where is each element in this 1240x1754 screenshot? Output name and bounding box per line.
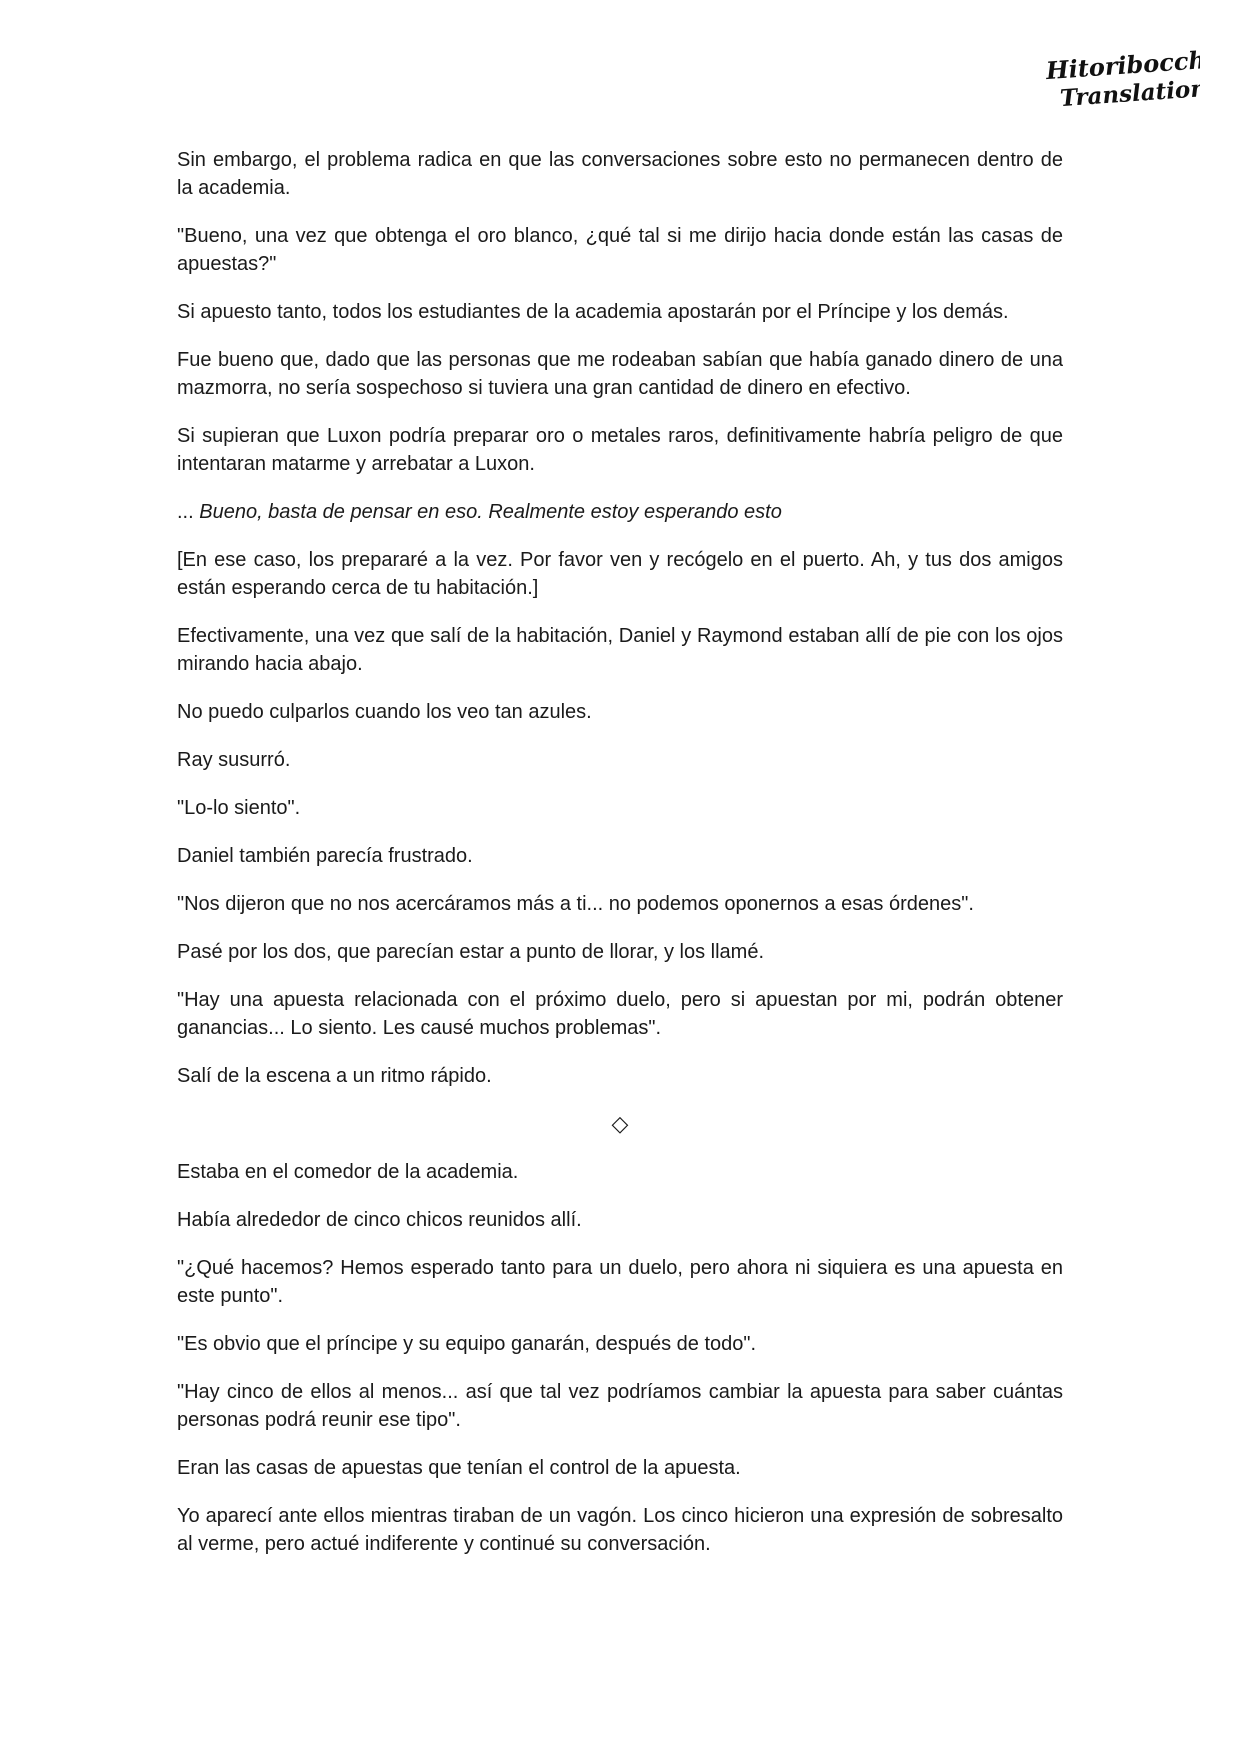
paragraph-thought (177, 498, 1063, 526)
paragraph: Ray susurró. (177, 749, 291, 771)
logo-line-2: Translation (1059, 74, 1200, 112)
paragraph: "Nos dijeron que no nos acercáramos más a ti... no podemos oponernos a esas órdenes". (177, 893, 974, 915)
paragraph: Eran las casas de apuestas que tenían el control de la apuesta. (177, 1457, 741, 1479)
paragraph: Si apuesto tanto, todos los estudiantes de la academia apostarán por el Príncipe y los demás. (177, 301, 1009, 323)
paragraph: Yo aparecí ante ellos mientras tiraban de un vagón. Los cinco hicieron una expresión de sobresalto al verme, pero actué indiferente y continué su conversación. (177, 1505, 1063, 1555)
paragraph: Sin embargo, el problema radica en que las conversaciones sobre esto no permanecen dentro de la academia. (177, 149, 1063, 199)
paragraph: "Hay una apuesta relacionada con el próximo duelo, pero si apuestan por mi, podrán obtener ganancias... Lo siento. Les causé muchos problemas". (177, 989, 1063, 1039)
paragraph: Había alrededor de cinco chicos reunidos allí. (177, 1209, 582, 1231)
scene-break-diamond: ◇ (611, 1111, 629, 1136)
paragraph: Pasé por los dos, que parecían estar a punto de llorar, y los llamé. (177, 941, 765, 963)
paragraph: Efectivamente, una vez que salí de la habitación, Daniel y Raymond estaban allí de pie con los ojos mirando hacia abajo. (177, 625, 1063, 675)
ellipsis-lead: ... (177, 501, 200, 523)
paragraph: "Hay cinco de ellos al menos... así que tal vez podríamos cambiar la apuesta para saber cuántas personas podrá reunir ese tipo". (177, 1381, 1063, 1431)
paragraph: Fue bueno que, dado que las personas que me rodeaban sabían que había ganado dinero de una mazmorra, no sería sospechoso si tuviera una gran cantidad de dinero en efectivo. (177, 349, 1063, 399)
translator-logo (1040, 48, 1200, 112)
logo-graphic (1040, 48, 1200, 112)
paragraph: "Es obvio que el príncipe y su equipo ganarán, después de todo". (177, 1333, 757, 1355)
paragraph: Si supieran que Luxon podría preparar oro o metales raros, definitivamente habría peligro de que intentaran matarme y arrebatar a Luxon. (177, 425, 1063, 475)
paragraph: Salí de la escena a un ritmo rápido. (177, 1065, 492, 1087)
paragraph: Daniel también parecía frustrado. (177, 845, 473, 867)
paragraph: No puedo culparlos cuando los veo tan azules. (177, 701, 592, 723)
thought-text: Bueno, basta de pensar en eso. Realmente estoy esperando esto (199, 501, 782, 523)
paragraph: "Lo-lo siento". (177, 797, 301, 819)
logo-line-1: Hitoribocchi (1044, 48, 1200, 86)
paragraph: [En ese caso, los prepararé a la vez. Por favor ven y recógelo en el puerto. Ah, y tus dos amigos están esperando cerca de tu habitación.] (177, 549, 1063, 599)
paragraph: Estaba en el comedor de la academia. (177, 1161, 519, 1183)
paragraph: "¿Qué hacemos? Hemos esperado tanto para un duelo, pero ahora ni siquiera es una apuesta en este punto". (177, 1257, 1063, 1307)
paragraph: "Bueno, una vez que obtenga el oro blanco, ¿qué tal si me dirijo hacia donde están las casas de apuestas?" (177, 225, 1063, 275)
document-body (177, 146, 1063, 1578)
